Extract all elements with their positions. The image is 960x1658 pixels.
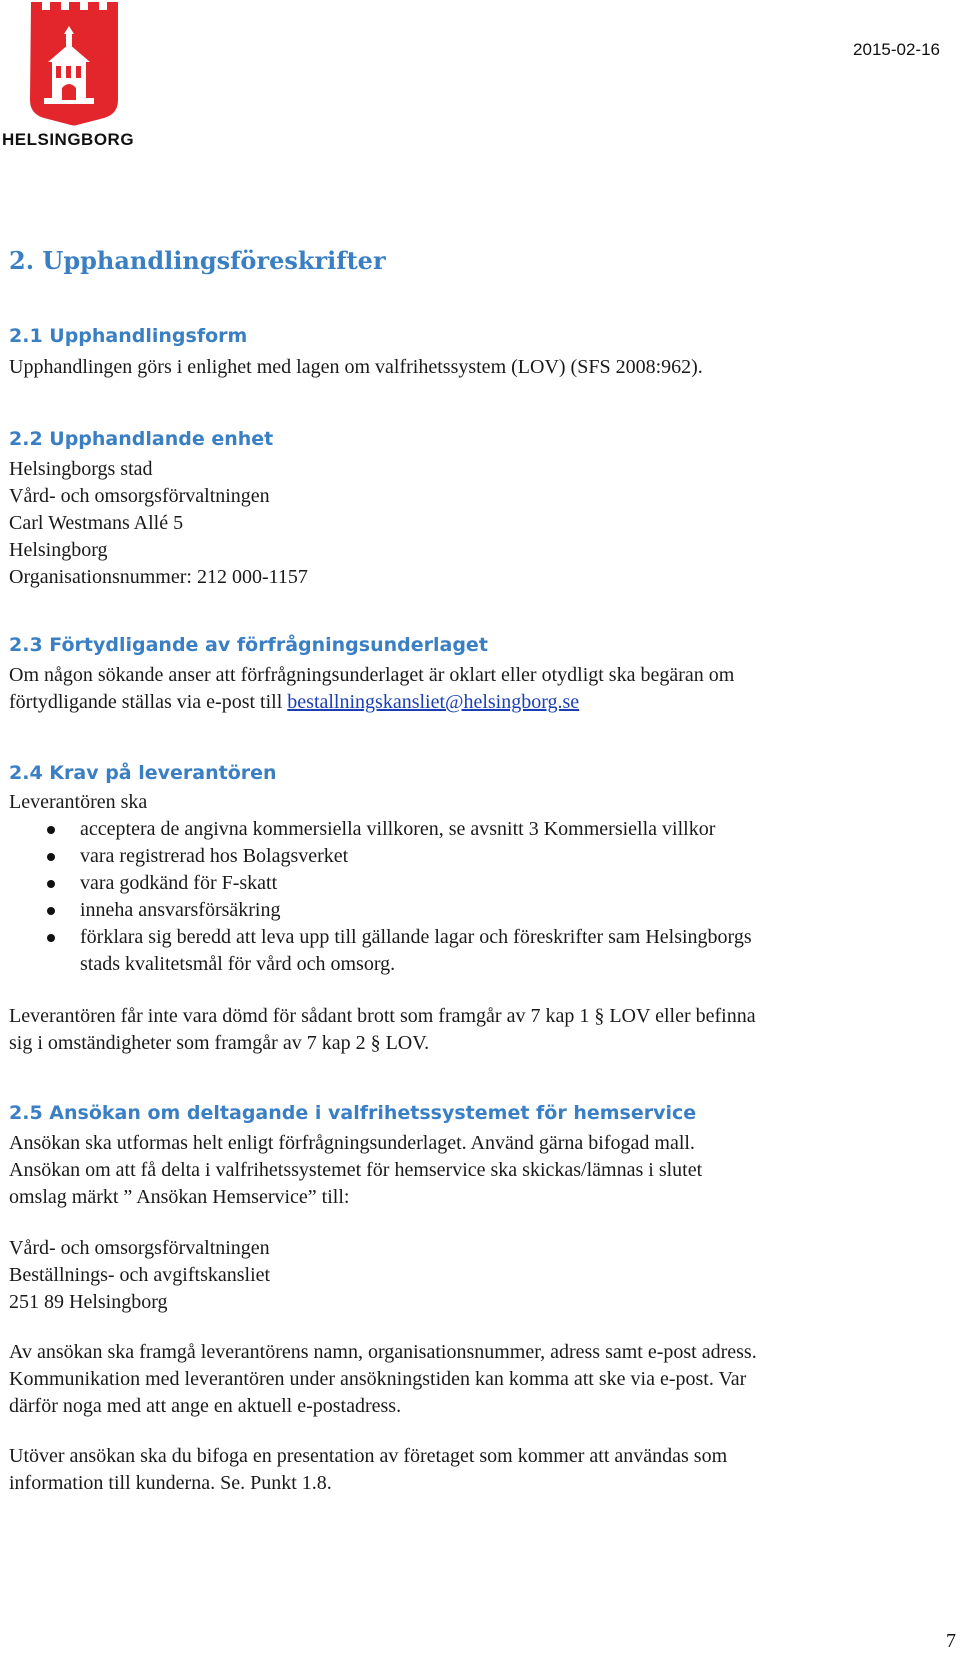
document-date: 2015-02-16 [853, 40, 940, 59]
page-number: 7 [946, 1630, 956, 1652]
section-text-2-5-para3 [9, 1339, 757, 1420]
section-intro-2-4 [9, 789, 147, 816]
text-line: stads kvalitetsmål för vård och omsorg. [80, 953, 396, 975]
text-line: sig i omständigheter som framgår av 7 kap 2 § LOV. [9, 1032, 430, 1054]
text-line: förklara sig beredd att leva upp till gällande lagar och föreskrifter sam Helsingborgs [80, 926, 752, 948]
text-line: Helsingborgs stad [9, 458, 153, 480]
requirements-list [9, 816, 752, 978]
section-text-2-3 [9, 662, 734, 716]
section-text-2-2 [9, 456, 308, 591]
text-line: acceptera de angivna kommersiella villkoren, se avsnitt 3 Kommersiella villkor [80, 818, 716, 840]
list-item [9, 816, 752, 843]
email-link[interactable]: bestallningskansliet@helsingborg.se [287, 691, 580, 713]
text-line: Om någon sökande anser att förfrågningsunderlaget är oklart eller otydligt ska begäran om [9, 664, 735, 686]
section-heading-2-4: 2.4 Krav på leverantören [9, 762, 277, 784]
text-line: Utöver ansökan ska du bifoga en presentation av företaget som kommer att användas som [9, 1445, 728, 1467]
section-text-2-5-para4 [9, 1443, 727, 1497]
section-heading-2-2: 2.2 Upphandlande enhet [9, 428, 274, 450]
list-item [9, 897, 752, 924]
text-line: 251 89 Helsingborg [9, 1291, 168, 1313]
section-heading-2-1: 2.1 Upphandlingsform [9, 325, 248, 347]
text-line: Vård- och omsorgsförvaltningen [9, 485, 270, 507]
bullet-icon [47, 934, 55, 942]
text-line [9, 689, 734, 716]
text-line: information till kunderna. Se. Punkt 1.8. [9, 1472, 332, 1494]
text-line: Organisationsnummer: 212 000-1157 [9, 566, 308, 588]
text-line: Kommunikation med leverantören under ansökningstiden kan komma att ske via e-post. Var [9, 1368, 747, 1390]
section-heading-2-3: 2.3 Förtydligande av förfrågningsunderlaget [9, 634, 488, 656]
text-line: Leverantören ska [9, 791, 148, 813]
logo-wordmark: HELSINGBORG [2, 130, 135, 149]
text-line: Beställnings- och avgiftskansliet [9, 1264, 271, 1286]
text-line: omslag märkt ” Ansökan Hemservice” till: [9, 1186, 350, 1208]
list-item [9, 924, 752, 978]
list-item [9, 843, 752, 870]
text-line: vara registrerad hos Bolagsverket [80, 845, 349, 867]
text-line: Carl Westmans Allé 5 [9, 512, 184, 534]
text-line: Av ansökan ska framgå leverantörens namn, organisationsnummer, adress samt e-post adress. [9, 1341, 757, 1363]
section-text-2-5-address [9, 1235, 270, 1316]
page-title: 2. Upphandlingsföreskrifter [9, 246, 386, 275]
section-text-2-4-after [9, 1003, 756, 1057]
text-line: Helsingborg [9, 539, 108, 561]
text-line: Vård- och omsorgsförvaltningen [9, 1237, 270, 1259]
bullet-icon [47, 826, 55, 834]
bullet-icon [47, 853, 55, 861]
text-line: Upphandlingen görs i enlighet med lagen om valfrihetssystem (LOV) (SFS 2008:962). [9, 356, 703, 378]
text-line: Ansökan ska utformas helt enligt förfrågningsunderlaget. Använd gärna bifogad mall. [9, 1132, 695, 1154]
text-line: inneha ansvarsförsäkring [80, 899, 281, 921]
bullet-icon [47, 907, 55, 915]
section-heading-2-5: 2.5 Ansökan om deltagande i valfrihetssystemet för hemservice [9, 1102, 697, 1124]
text-line: Ansökan om att få delta i valfrihetssystemet för hemservice ska skickas/lämnas i slutet [9, 1159, 703, 1181]
text-fragment: förtydligande ställas via e-post till [9, 691, 283, 713]
section-text-2-1 [9, 354, 703, 381]
list-item [9, 870, 752, 897]
bullet-icon [47, 880, 55, 888]
section-text-2-5-para1 [9, 1130, 702, 1211]
text-line: vara godkänd för F-skatt [80, 872, 278, 894]
text-line: Leverantören får inte vara dömd för sådant brott som framgår av 7 kap 1 § LOV eller befinna [9, 1005, 756, 1027]
text-line: därför noga med att ange en aktuell e-postadress. [9, 1395, 402, 1417]
